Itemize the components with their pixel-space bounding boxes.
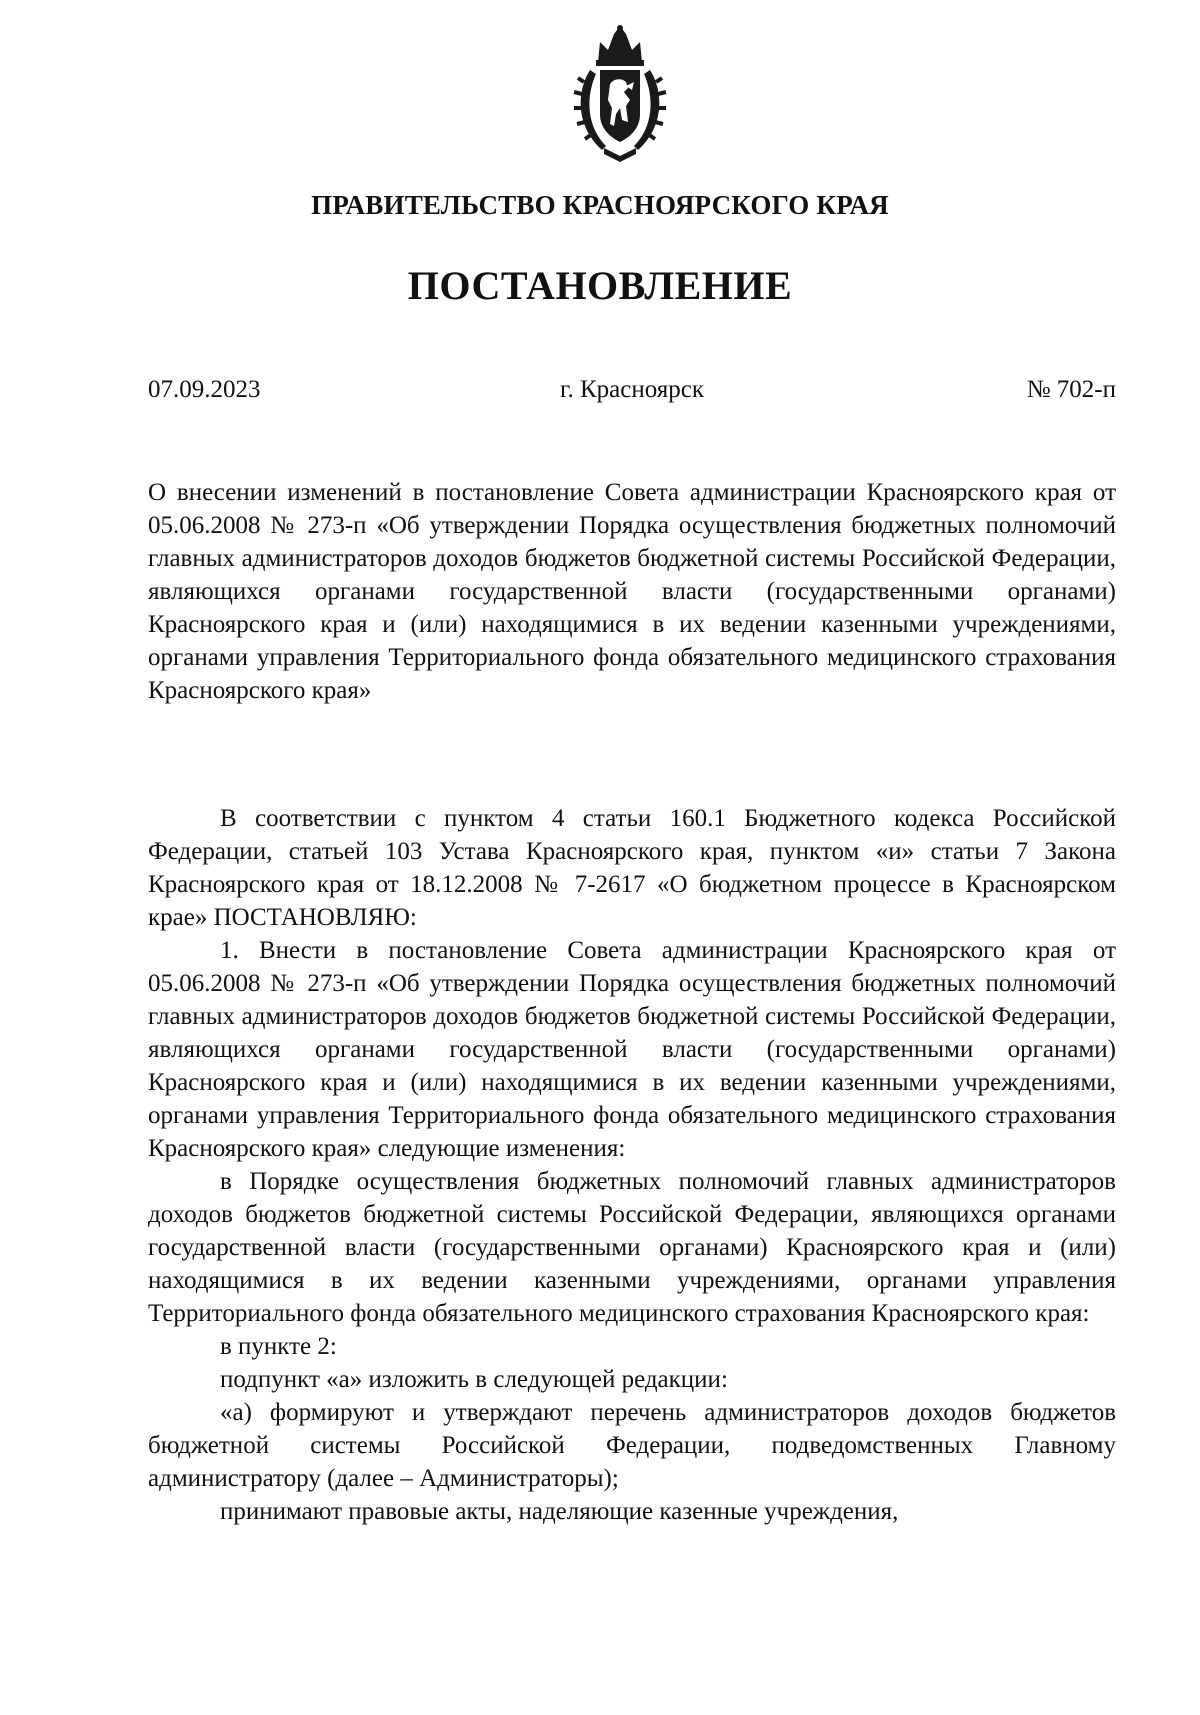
government-title: ПРАВИТЕЛЬСТВО КРАСНОЯРСКОГО КРАЯ xyxy=(311,190,889,220)
body-paragraph: 1. Внести в постановление Совета администрации Красноярского края от 05.06.2008 № 273-п «Об утверждении Порядка осуществления бюджетных полномочий главных администраторов доходов бюджетов бюджетной системы Российской Федерации, являющихся органами государственной власти (государственными органами) Красноярского края и (или) находящимися в их ведении казенными учреждениями, органами управления Территориального фонда обязательного медицинского страхования Красноярского края» следующие изменения: xyxy=(148,937,1116,1162)
body-paragraph: принимают правовые акты, наделяющие казенные учреждения, xyxy=(220,1498,899,1525)
body-paragraph: в пункте 2: xyxy=(220,1333,337,1360)
document-meta xyxy=(148,376,1116,410)
document-number: № 702-п xyxy=(1026,376,1116,403)
document-city: г. Красноярск xyxy=(560,376,704,403)
document-type-title: ПОСТАНОВЛЕНИЕ xyxy=(407,263,793,308)
body-paragraph: «а) формируют и утверждают перечень администраторов доходов бюджетов бюджетной системы Российской Федерации, подведомственных Главному администратору (далее – Администраторы); xyxy=(148,1399,1116,1492)
body-paragraph: В соответствии с пунктом 4 статьи 160.1 Бюджетного кодекса Российской Федерации, статьей 103 Устава Красноярского края, пунктом «и» статьи 7 Закона Красноярского края от 18.12.2008 № 7-2617 «О бюджетном процессе в Красноярском крае» ПОСТАНОВЛЯЮ: xyxy=(148,805,1116,931)
document-date: 07.09.2023 xyxy=(148,376,261,403)
document-subject: О внесении изменений в постановление Совета администрации Красноярского края от 05.06.2008 № 273-п «Об утверждении Порядка осуществления бюджетных полномочий главных администраторов доходов бюджетов бюджетной системы Российской Федерации, являющихся органами государственной власти (государственными органами) Красноярского края и (или) находящимися в их ведении казенными учреждениями, органами управления Территориального фонда обязательного медицинского страхования Красноярского края» xyxy=(148,479,1116,704)
krasnoyarsk-coat-of-arms-icon xyxy=(570,22,670,162)
body-paragraph: подпункт «а» изложить в следующей редакции: xyxy=(220,1366,728,1393)
body-paragraph: в Порядке осуществления бюджетных полномочий главных администраторов доходов бюджетов бюджетной системы Российской Федерации, являющихся органами государственной власти (государственными органами) Красноярского края и (или) находящимися в их ведении казенными учреждениями, органами управления Территориального фонда обязательного медицинского страхования Красноярского края: xyxy=(148,1168,1116,1327)
document-body xyxy=(148,802,1116,1528)
